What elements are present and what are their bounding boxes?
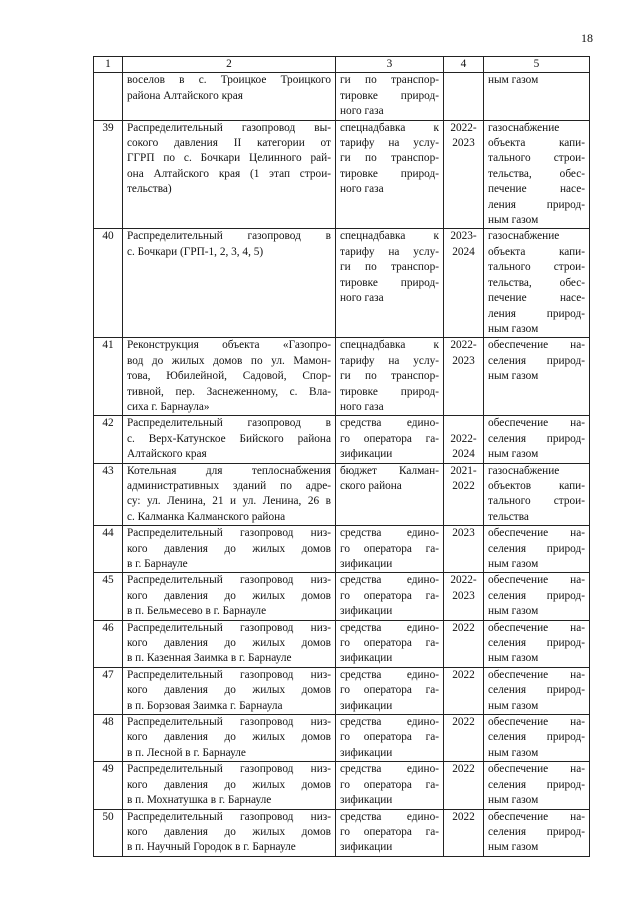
funding-source-line: средства едино- [340,716,439,729]
years-cell [444,338,484,416]
header-cell: 1 [94,57,123,73]
purpose-cell [484,463,590,526]
funding-source-line: ного газа [340,292,384,305]
purpose-line: ным газом [488,74,539,87]
purpose-line: селения природ- [488,637,585,650]
object-name-line: в п. Мохнатушка в г. Барнауле [127,794,272,807]
table-row [94,229,590,338]
funding-source-cell [336,762,444,809]
purpose-line: объекта капи- [488,245,585,258]
row-number-cell: 47 [94,667,123,714]
purpose-line: газоснабжение [488,464,560,477]
years-cell [444,667,484,714]
funding-source-line: средства едино- [340,574,439,587]
purpose-line: объекта капи- [488,137,585,150]
years-cell [444,463,484,526]
years-line: 2022- [450,121,477,134]
row-number-cell: 40 [94,229,123,338]
funding-source-line: зификации [340,448,393,461]
years-line [445,416,482,431]
purpose-line: селения природ- [488,731,585,744]
object-name-line: Реконструкция объекта «Газопро- [127,339,331,352]
object-name-line: Алтайского края [127,448,207,461]
table-row [94,667,590,714]
object-name-line: в п. Научный Городок в г. Барнауле [127,841,296,854]
object-name-line: с. Верх-Катунское Бийского района [127,432,331,445]
object-name-cell [123,715,336,762]
purpose-line: обеспечение на- [488,417,585,430]
funding-source-line: средства едино- [340,417,439,430]
purpose-line: селения природ- [488,684,585,697]
funding-source-cell [336,715,444,762]
purpose-line: обеспечение на- [488,574,585,587]
object-name-line: Распределительный газопровод вы- [127,121,331,134]
funding-source-line: зификации [340,558,393,570]
object-name-cell [123,120,336,229]
purpose-line: ным газом [488,448,539,461]
row-number-cell: 49 [94,762,123,809]
purpose-line: селения природ- [488,542,585,555]
object-name-line: с. Бочкари (ГРП-1, 2, 3, 4, 5) [127,245,264,258]
object-name-line: кого давления до жилых домов [127,825,331,838]
table-row [94,762,590,809]
object-name-line: вод до жилых домов по ул. Мамон- [127,354,331,367]
object-name-cell [123,416,336,463]
funding-source-line: го оператора га- [340,589,439,602]
purpose-line: ления природ- [488,198,585,211]
table-row [94,573,590,620]
purpose-cell [484,73,590,120]
funding-source-line: тарифу на услу- [340,137,439,150]
years-cell [444,526,484,573]
object-name-line: Распределительный газопровод низ- [127,763,331,776]
table-row [94,73,590,120]
object-name-line: Котельная для теплоснабжения [127,464,331,477]
purpose-line: ным газом [488,370,539,383]
object-name-line: Распределительный газопровод в [127,230,331,243]
purpose-line: тельства, обес- [488,276,585,289]
purpose-line: ным газом [488,214,539,227]
years-cell [444,715,484,762]
purpose-line: обеспечение на- [488,527,585,540]
object-name-line: сокого давления II категории от [127,137,331,150]
years-line: 2023 [452,527,475,540]
object-name-cell [123,338,336,416]
purpose-line: тального строи- [488,261,585,274]
funding-source-cell [336,809,444,856]
years-line: 2022 [452,621,475,634]
object-name-line: сиха г. Барнаула» [127,400,210,413]
object-name-line: района Алтайского края [127,89,243,102]
funding-source-line: зификации [340,699,393,712]
object-name-line: в г. Барнауле [127,558,188,570]
gasification-objects-table [93,56,590,857]
funding-source-line: бюджет Калман- [340,464,439,477]
object-name-line: воселов в с. Троицкое Троицкого [127,74,331,87]
object-name-line: в п. Лесной в г. Барнауле [127,746,246,759]
object-name-line: Распределительный газопровод в [127,417,331,430]
header-cell: 2 [123,57,336,73]
years-cell [444,416,484,463]
object-name-line: кого давления до жилых домов [127,778,331,791]
funding-source-line: средства едино- [340,810,439,823]
object-name-cell [123,526,336,573]
funding-source-line: спецнадбавка к [340,121,439,134]
object-name-line: с. Калманка Калманского района [127,510,286,523]
table-row [94,620,590,667]
funding-source-line: ги по транспор- [340,261,439,274]
object-name-line: кого давления до жилых домов [127,542,331,555]
purpose-cell [484,809,590,856]
purpose-cell [484,573,590,620]
funding-source-line: зификации [340,794,393,807]
funding-source-line: го оператора га- [340,731,439,744]
funding-source-cell [336,463,444,526]
purpose-line: ным газом [488,699,539,712]
purpose-line: обеспечение на- [488,621,585,634]
row-number-cell [94,73,123,120]
object-name-cell [123,73,336,120]
object-name-cell [123,463,336,526]
purpose-line: печение насе- [488,292,585,305]
object-name-line: административных зданий по адре- [127,479,331,492]
object-name-line: кого давления до жилых домов [127,589,331,602]
object-name-line: тельства) [127,183,172,196]
purpose-cell [484,715,590,762]
years-cell [444,620,484,667]
funding-source-line: го оператора га- [340,778,439,791]
years-line: 2023 [452,354,475,367]
years-line: 2022 [452,479,475,492]
object-name-line: в п. Казенная Заимка в г. Барнауле [127,652,292,665]
row-number-cell: 44 [94,526,123,573]
funding-source-cell [336,667,444,714]
table-row [94,120,590,229]
funding-source-line: го оператора га- [340,684,439,697]
funding-source-line: ги по транспор- [340,370,439,383]
purpose-line: ным газом [488,841,539,854]
purpose-line: обеспечение на- [488,339,585,352]
funding-source-line: тарифу на услу- [340,354,439,367]
table-row [94,463,590,526]
funding-source-line: тировке природ- [340,276,439,289]
purpose-cell [484,620,590,667]
purpose-cell [484,229,590,338]
object-name-cell [123,667,336,714]
funding-source-line: средства едино- [340,763,439,776]
purpose-line: селения природ- [488,825,585,838]
years-cell [444,73,484,120]
funding-source-line: ги по транспор- [340,74,439,87]
object-name-cell [123,229,336,338]
purpose-line: тального строи- [488,495,585,508]
row-number-cell: 46 [94,620,123,667]
funding-source-cell [336,229,444,338]
years-line: 2022 [452,668,475,681]
funding-source-line: средства едино- [340,621,439,634]
purpose-cell [484,120,590,229]
object-name-line: Распределительный газопровод низ- [127,527,331,540]
funding-source-line: зификации [340,746,393,759]
purpose-line: газоснабжение [488,230,560,243]
object-name-line: Распределительный газопровод низ- [127,621,331,634]
years-line: 2022 [452,810,475,823]
table-row [94,526,590,573]
object-name-line: Распределительный газопровод низ- [127,716,331,729]
object-name-line: ГГРП по с. Бочкари Целинного рай- [127,152,331,165]
funding-source-line: ного газа [340,183,384,196]
purpose-cell [484,416,590,463]
years-cell [444,573,484,620]
purpose-line: объектов капи- [488,479,585,492]
funding-source-cell [336,338,444,416]
funding-source-line: спецнадбавка к [340,339,439,352]
object-name-line: в п. Бельмесево в г. Барнауле [127,605,267,618]
purpose-line: газоснабжение [488,121,560,134]
years-line: 2024 [452,448,475,461]
years-line: 2022- [450,432,477,445]
years-line: 2023 [452,589,475,602]
object-name-line: кого давления до жилых домов [127,637,331,650]
row-number-cell: 48 [94,715,123,762]
header-cell: 3 [336,57,444,73]
funding-source-cell [336,620,444,667]
funding-source-line: ги по транспор- [340,152,439,165]
purpose-line: селения природ- [488,778,585,791]
object-name-cell [123,573,336,620]
funding-source-line: ного газа [340,105,384,118]
purpose-line: ным газом [488,605,539,618]
years-line: 2022 [452,716,475,729]
table-row [94,715,590,762]
years-cell [444,120,484,229]
funding-source-line: тировке природ- [340,89,439,102]
purpose-line: селения природ- [488,354,585,367]
purpose-line: тельства [488,510,529,523]
funding-source-line: тарифу на услу- [340,245,439,258]
object-name-line: в п. Борзовая Заимка г. Барнаула [127,699,283,712]
funding-source-line: тировке природ- [340,385,439,398]
purpose-line: печение насе- [488,183,585,196]
purpose-line: ным газом [488,322,539,335]
funding-source-cell [336,120,444,229]
object-name-line: тивной, пер. Заснеженному, с. Вла- [127,385,331,398]
funding-source-line: го оператора га- [340,637,439,650]
funding-source-cell [336,416,444,463]
purpose-line: ным газом [488,794,539,807]
purpose-line: селения природ- [488,589,585,602]
object-name-line: она Алтайского края (1 этап строи- [127,167,331,180]
funding-source-line: спецнадбавка к [340,230,439,243]
purpose-line: ным газом [488,652,539,665]
funding-source-line: средства едино- [340,668,439,681]
funding-source-line: ского района [340,479,402,492]
page-number: 18 [581,31,593,45]
funding-source-cell [336,73,444,120]
purpose-line: ления природ- [488,307,585,320]
row-number-cell: 39 [94,120,123,229]
object-name-line: Распределительный газопровод низ- [127,668,331,681]
funding-source-line: средства едино- [340,527,439,540]
years-line: 2021- [450,464,477,477]
row-number-cell: 45 [94,573,123,620]
table-row [94,338,590,416]
funding-source-line: зификации [340,841,393,854]
purpose-line: ным газом [488,558,539,570]
row-number-cell: 41 [94,338,123,416]
funding-source-cell [336,573,444,620]
funding-source-line: тировке природ- [340,167,439,180]
object-name-line: су: ул. Ленина, 21 и ул. Ленина, 26 в [127,495,331,508]
object-name-cell [123,762,336,809]
purpose-line: обеспечение на- [488,763,585,776]
purpose-line: ным газом [488,746,539,759]
purpose-cell [484,667,590,714]
funding-source-line: зификации [340,605,393,618]
row-number-cell: 42 [94,416,123,463]
purpose-line: тельства, обес- [488,167,585,180]
purpose-cell [484,338,590,416]
purpose-line: обеспечение на- [488,716,585,729]
object-name-line: това, Юбилейной, Садовой, Спор- [127,370,331,383]
funding-source-cell [336,526,444,573]
years-cell [444,229,484,338]
years-line: 2022 [452,763,475,776]
years-cell [444,809,484,856]
object-name-cell [123,809,336,856]
table-row [94,416,590,463]
table-header-row [94,57,590,73]
years-line: 2024 [452,245,475,258]
purpose-line: обеспечение на- [488,810,585,823]
funding-source-line: ного газа [340,400,384,413]
row-number-cell: 43 [94,463,123,526]
purpose-line: тального строи- [488,152,585,165]
object-name-line: Распределительный газопровод низ- [127,810,331,823]
object-name-cell [123,620,336,667]
years-line: 2022- [450,339,477,352]
years-line: 2022- [450,574,477,587]
years-line: 2023- [450,230,477,243]
header-cell: 4 [444,57,484,73]
object-name-line: кого давления до жилых домов [127,731,331,744]
funding-source-line: го оператора га- [340,542,439,555]
table-row [94,809,590,856]
header-cell: 5 [484,57,590,73]
purpose-line: обеспечение на- [488,668,585,681]
funding-source-line: го оператора га- [340,825,439,838]
row-number-cell: 50 [94,809,123,856]
object-name-line: кого давления до жилых домов [127,684,331,697]
years-line: 2023 [452,137,475,150]
years-cell [444,762,484,809]
funding-source-line: го оператора га- [340,432,439,445]
purpose-cell [484,762,590,809]
object-name-line: Распределительный газопровод низ- [127,574,331,587]
funding-source-line: зификации [340,652,393,665]
purpose-line: селения природ- [488,432,585,445]
purpose-cell [484,526,590,573]
